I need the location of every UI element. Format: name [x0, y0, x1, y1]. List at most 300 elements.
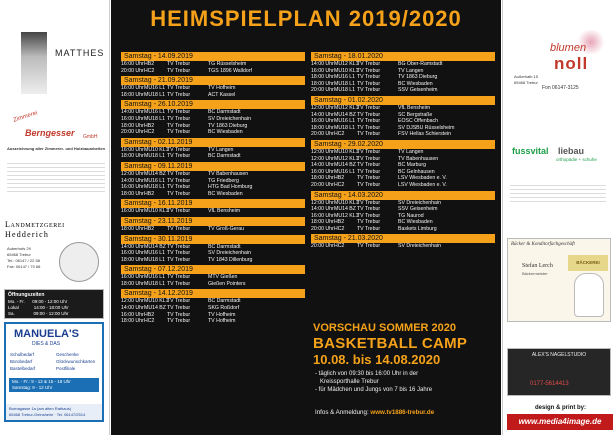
game-team: MU12 KL1 [334, 61, 359, 67]
camp-title: BASKETBALL CAMP [313, 335, 468, 352]
match-day-header: Samstag - 09.11.2019 [121, 162, 305, 171]
game-home: TV Trebur [357, 225, 381, 232]
game-row [121, 129, 305, 136]
game-time: 14:00 Uhr [121, 305, 144, 312]
game-time: 16:00 Uhr [121, 274, 144, 281]
game-row [311, 243, 495, 250]
game-home: TV Trebur [167, 61, 191, 67]
game-row [121, 298, 305, 305]
page-title: HEIMSPIELPLAN 2019/2020 [150, 6, 462, 31]
media4image-link[interactable]: www.media4image.de [507, 414, 613, 430]
game-guest: LSV Wiesbaden e. V. [398, 181, 447, 188]
metzgerei-tel: Tel.: 06147 / 22 58 [7, 258, 40, 263]
game-guest: BC Darmstadt [208, 109, 241, 116]
camp-detail-3: - für Mädchen und Jungs von 7 bis 16 Jahre [315, 387, 433, 393]
game-guest: FSV Hellas Schierstein [398, 131, 452, 138]
game-row [121, 153, 305, 160]
game-team: HC2 [144, 318, 155, 325]
pig-chef-icon [59, 242, 99, 282]
liebau-text-block [510, 182, 606, 204]
metzgerei-address: Auberhofs 29 [7, 246, 31, 251]
game-home: TV Trebur [167, 250, 191, 257]
game-team: MU14 BZ [334, 162, 356, 169]
game-time: 16:00 Uhr [121, 311, 144, 318]
model-portrait [21, 32, 47, 94]
game-team: MU12 KL1 [334, 155, 359, 162]
game-team: MU18 L1 [144, 91, 166, 98]
game-guest: BC Wiesbaden [208, 190, 243, 197]
zimmerei-subtitle: Auszeichnung aller Zimmerer- und Holzbauarbeiten [7, 146, 106, 151]
matthes-ad [3, 28, 107, 98]
game-time: 12:00 Uhr [311, 104, 334, 111]
manuela-hours-box [9, 378, 99, 392]
game-time: 18:00 Uhr [121, 318, 144, 325]
manuela-address-1: Bornagasse 1a (am alten Rathaus) [9, 406, 72, 411]
game-team: MU16 L1 [144, 274, 166, 281]
hours-line-2: Lokal 14:00 - 18:00 Uhr [8, 305, 69, 310]
berngesser-logo: Berngesser [25, 128, 75, 138]
game-home: TV Trebur [167, 311, 191, 318]
game-team: HB2 [144, 311, 155, 318]
game-team: MU12 KL1 [334, 104, 359, 111]
game-guest: TV 1863 Dieburg [398, 74, 438, 81]
game-time: 18:00 Uhr [311, 124, 334, 131]
game-home: TV Trebur [167, 243, 191, 250]
game-home: TV Trebur [167, 146, 191, 153]
manuela-hours-1: Mo. - Fr.: 9 - 12 & 15 - 18 Uhr [12, 379, 71, 384]
game-time: 16:00 Uhr [121, 115, 144, 122]
game-home: TV Trebur [167, 190, 191, 197]
game-home: TV Trebur [357, 111, 381, 118]
game-time: 16:00 Uhr [311, 67, 334, 74]
match-day-header: Samstag - 07.12.2019 [121, 265, 305, 274]
schedule-panel [111, 0, 501, 435]
game-guest: SV Dreieichenhain [398, 199, 441, 206]
game-guest: BC Wiesbaden [398, 219, 433, 226]
game-team: MU10 KL1 [334, 67, 359, 74]
metzgerei-name-1: Landmetzgerei [5, 220, 65, 229]
game-home: TV Trebur [167, 225, 191, 232]
game-row [311, 175, 495, 182]
game-guest: SV Dreieichenhain [208, 115, 251, 122]
game-time: 14:00 Uhr [311, 111, 334, 118]
game-time: 12:00 Uhr [311, 199, 334, 206]
game-home: TV Trebur [357, 67, 381, 74]
match-day-header: Samstag - 30.11.2019 [121, 235, 305, 244]
game-home: TV Trebur [167, 184, 191, 191]
game-team: HB2 [334, 175, 345, 182]
game-row [121, 208, 305, 215]
game-team: HB2 [144, 190, 155, 197]
game-home: TV Trebur [167, 274, 191, 281]
game-time: 18:00 Uhr [121, 190, 144, 197]
game-row [121, 61, 305, 68]
game-time: 12:00 Uhr [311, 148, 334, 155]
gmbh-label: GmbH [83, 134, 98, 140]
info-url-link[interactable]: www.tv1886-trebur.de [370, 409, 435, 416]
game-time: 14:00 Uhr [121, 177, 144, 184]
game-time: 14:00 Uhr [121, 109, 144, 116]
game-team: HC2 [144, 67, 155, 74]
match-day-header: Samstag - 21.03.2020 [311, 234, 495, 243]
manuela-item-4: Geschenke [56, 352, 79, 357]
game-home: TV Trebur [167, 91, 191, 98]
game-row [121, 68, 305, 75]
game-team: MU10 KL1 [144, 208, 169, 215]
game-home: TV Trebur [357, 168, 381, 175]
game-time: 18:00 Uhr [121, 91, 144, 98]
game-home: TV Trebur [357, 118, 381, 125]
game-home: TV Trebur [357, 74, 381, 81]
game-time: 18:00 Uhr [121, 225, 144, 232]
game-team: MU16 L1 [144, 109, 166, 116]
game-home: TV Trebur [357, 206, 381, 213]
game-row [121, 318, 305, 325]
game-home: TV Trebur [357, 131, 381, 138]
game-guest: VfL Bensheim [208, 208, 241, 215]
game-time: 14:00 Uhr [311, 206, 334, 213]
game-guest: BC Darmstadt [208, 298, 241, 305]
game-time: 20:00 Uhr [311, 87, 334, 94]
game-guest: TV Babenhausen [208, 170, 249, 177]
manuela-ad [4, 322, 104, 422]
game-home: TV Trebur [357, 199, 381, 206]
game-home: TV Trebur [357, 162, 381, 169]
game-guest: TG Naurod [398, 212, 424, 219]
game-row [311, 87, 495, 94]
game-row [311, 149, 495, 156]
game-home: TV Trebur [167, 318, 191, 325]
game-row [311, 226, 495, 233]
game-row [311, 200, 495, 207]
game-row [121, 85, 305, 92]
manuela-item-3: Bastelbedarf [10, 366, 36, 371]
game-row [311, 156, 495, 163]
game-home: TV Trebur [357, 87, 381, 94]
game-time: 16:00 Uhr [311, 168, 334, 175]
game-home: TV Trebur [357, 181, 381, 188]
camp-detail-1: - täglich von 09:30 bis 16:00 Uhr in der [315, 371, 419, 377]
game-row [121, 257, 305, 264]
game-guest: TV Hofheim [208, 311, 236, 318]
matthes-logo: MATTHES [55, 48, 105, 58]
hours-line-3: Sa. 09:00 - 12:00 Uhr [8, 311, 69, 316]
game-home: TV Trebur [167, 280, 191, 287]
game-time: 20:00 Uhr [311, 181, 334, 188]
game-team: MU10 KL1 [144, 146, 169, 153]
camp-info-line [315, 409, 501, 416]
game-team: MU16 L1 [144, 85, 166, 92]
game-row [121, 191, 305, 198]
game-row [311, 81, 495, 88]
game-home: TV Trebur [167, 208, 191, 215]
game-home: TV Trebur [167, 85, 191, 92]
game-team: HC2 [334, 181, 345, 188]
game-time: 20:00 Uhr [311, 243, 334, 250]
game-home: TV Trebur [167, 115, 191, 122]
manuela-item-6: Postfiliale [56, 366, 76, 371]
game-home: TV Trebur [357, 61, 381, 67]
game-row [121, 178, 305, 185]
game-time: 18:00 Uhr [121, 280, 144, 287]
game-team: MU18 L1 [334, 87, 356, 94]
game-team: HB2 [144, 61, 155, 67]
match-day-header: Samstag - 14.09.2019 [121, 52, 305, 61]
game-row [311, 213, 495, 220]
game-guest: TV Langen [398, 67, 424, 74]
game-time: 20:00 Uhr [121, 129, 144, 136]
game-row [121, 92, 305, 99]
game-row [121, 109, 305, 116]
game-time: 16:00 Uhr [121, 146, 144, 153]
game-row [311, 61, 495, 68]
game-home: TV Trebur [357, 124, 381, 131]
nagelstudio-ad [507, 348, 611, 396]
game-row [311, 182, 495, 189]
game-team: MU16 L1 [334, 74, 356, 81]
game-guest: TV Groß-Gerau [208, 225, 245, 232]
game-team: MU10 KL1 [334, 148, 359, 155]
game-team: MU12 KL1 [334, 212, 359, 219]
liebau-subtitle: orthopädie + schuhe [556, 157, 597, 162]
fussvital-logo: fussvital [512, 146, 549, 156]
game-team: HC2 [144, 129, 155, 136]
match-day-header: Samstag - 21.09.2019 [121, 76, 305, 85]
game-team: MU10 KL1 [144, 298, 169, 305]
zimmerei-text-block [7, 160, 105, 194]
baeckerei-role: Bäckermeister [522, 271, 548, 276]
game-team: MU16 L1 [334, 118, 356, 125]
game-team: MU18 L1 [144, 280, 166, 287]
game-time: 16:00 Uhr [121, 184, 144, 191]
hours-line-1: Mo. - Fr. 09:00 - 12:00 Uhr [8, 299, 68, 304]
game-time: 16:00 Uhr [311, 212, 334, 219]
game-time: 18:00 Uhr [311, 175, 334, 182]
game-guest: SV Dreieichenhain [398, 243, 441, 250]
game-row [311, 169, 495, 176]
game-guest: BC Marburg [398, 162, 426, 169]
game-team: HB2 [144, 122, 155, 129]
game-time: 16:00 Uhr [121, 250, 144, 257]
game-time: 16:00 Uhr [121, 208, 144, 215]
game-time: 18:00 Uhr [311, 74, 334, 81]
game-home: TV Trebur [167, 67, 191, 74]
game-row [311, 219, 495, 226]
manuela-address-2: 65468 Trebur-Geinsheim · Tel. 06147/2514 [9, 412, 86, 417]
game-home: TV Trebur [357, 219, 381, 226]
game-guest: TV Babenhausen [398, 155, 439, 162]
game-home: TV Trebur [357, 175, 381, 182]
game-team: HC2 [334, 131, 345, 138]
baker-figure-icon [574, 273, 604, 317]
game-time: 20:00 Uhr [311, 131, 334, 138]
blumen-logo: blumen [550, 42, 587, 54]
nagelstudio-title: ALEX'S NAGELSTUDIO [531, 352, 587, 358]
game-guest: TV 1863 Dieburg [208, 122, 248, 129]
game-guest: SKG Roßdorf [208, 305, 240, 312]
game-guest: ACT Kassel [208, 91, 236, 98]
game-guest: BC Wiesbaden [398, 80, 433, 87]
baeckerei-title: Bäcker & Konditorfachgeschäft [511, 242, 575, 247]
blumen-city: 65468 Trebur [514, 80, 538, 85]
game-team: MU14 BZ [144, 243, 166, 250]
game-time: 16:00 Uhr [121, 61, 144, 67]
hours-title: Öffnungszeiten [8, 292, 45, 298]
blumen-ad [506, 28, 612, 98]
game-time: 16:00 Uhr [311, 118, 334, 125]
game-guest: HTG Bad Homburg [208, 184, 253, 191]
zimmerei-label: Zimmerei [12, 110, 39, 124]
baeckerei-sign: BÄCKEREI [568, 255, 608, 271]
game-row [121, 274, 305, 281]
game-guest: MTV Gießen [208, 274, 238, 281]
game-team: MU10 KL1 [334, 199, 359, 206]
game-home: TV Trebur [357, 104, 381, 111]
manuela-address-box [6, 404, 102, 420]
games-area [121, 50, 491, 325]
metzgerei-ad [3, 218, 107, 288]
game-team: MU18 L1 [144, 184, 166, 191]
liebau-ad [506, 130, 612, 210]
metzgerei-city: 65468 Trebur [7, 252, 31, 257]
game-team: MU16 L1 [334, 168, 356, 175]
game-time: 18:00 Uhr [311, 219, 334, 226]
game-guest: TV Langen [208, 146, 234, 153]
game-guest: TGS 1896 Walldorf [208, 67, 252, 74]
game-guest: BC Wiesbaden [208, 129, 243, 136]
game-row [311, 162, 495, 169]
metzgerei-name-2: Hedderich [5, 230, 50, 239]
info-label: Infos & Anmeldung: [315, 409, 369, 416]
game-home: TV Trebur [357, 155, 381, 162]
noll-logo: noll [554, 54, 589, 73]
baeckerei-ad [507, 238, 611, 322]
game-team: MU18 L1 [144, 153, 166, 160]
game-guest: TG Rüsselsheim [208, 61, 247, 67]
game-time: 12:00 Uhr [121, 170, 144, 177]
match-day-header: Samstag - 01.02.2020 [311, 96, 495, 105]
manuela-item-1: Schulbedarf [10, 352, 35, 357]
game-guest: BG Ober-Ramstadt [398, 61, 443, 67]
game-row [121, 147, 305, 154]
game-guest: SC Bergstraße [398, 111, 433, 118]
game-home: TV Trebur [167, 305, 191, 312]
game-time: 18:00 Uhr [121, 256, 144, 263]
game-row [121, 226, 305, 233]
game-time: 12:00 Uhr [121, 298, 144, 305]
game-time: 16:00 Uhr [121, 85, 144, 92]
game-time: 20:00 Uhr [311, 225, 334, 232]
game-guest: EOSC Offenbach [398, 118, 438, 125]
game-guest: TG Friedberg [208, 177, 239, 184]
game-guest: BC Gelnhausen [398, 168, 435, 175]
game-guest: BC Darmstadt [208, 243, 241, 250]
match-day-header: Samstag - 23.11.2019 [121, 217, 305, 226]
game-row [311, 74, 495, 81]
game-home: TV Trebur [357, 80, 381, 87]
game-home: TV Trebur [167, 129, 191, 136]
camp-dates: 10.08. bis 14.08.2020 [313, 352, 441, 367]
game-home: TV Trebur [167, 177, 191, 184]
design-label: design & print by: [535, 405, 586, 411]
game-team: MU18 L1 [334, 124, 356, 131]
game-home: TV Trebur [167, 153, 191, 160]
blumen-fon: Fon 06147-3125 [542, 85, 579, 91]
match-day-header: Samstag - 14.03.2020 [311, 191, 495, 200]
game-guest: SV Dreieichenhain [208, 250, 251, 257]
metzgerei-fax: Fax: 06147 / 70 68 [7, 264, 41, 269]
game-guest: TV 1843 Dillenburg [208, 256, 253, 263]
game-guest: Gießen Pointers [208, 280, 246, 287]
game-row [121, 281, 305, 288]
game-guest: TV Hofheim [208, 318, 236, 325]
game-guest: Baskets Limburg [398, 225, 437, 232]
game-team: HB2 [334, 219, 345, 226]
camp-heading: VORSCHAU SOMMER 2020 [313, 322, 457, 334]
match-day-header: Samstag - 16.11.2019 [121, 199, 305, 208]
game-row [121, 116, 305, 123]
games-column-left [121, 50, 305, 325]
game-guest: LSV Wiesbaden e. V. [398, 175, 447, 182]
game-team: MU14 BZ [334, 111, 356, 118]
liebau-logo: liebau [558, 146, 585, 156]
hours-ad [4, 289, 104, 319]
manuela-item-5: Glückwunschkarten [56, 359, 96, 364]
game-guest: SSV Geisenheim [398, 87, 438, 94]
camp-detail-2: Kreissporthalle Trebur [320, 379, 379, 385]
match-day-header: Samstag - 26.10.2019 [121, 100, 305, 109]
game-home: TV Trebur [167, 298, 191, 305]
manuela-subtitle: DIES & DAS [32, 341, 61, 347]
game-time: 12:00 Uhr [311, 155, 334, 162]
match-day-header: Samstag - 02.11.2019 [121, 138, 305, 147]
game-row [121, 305, 305, 312]
game-team: MU18 L1 [144, 115, 166, 122]
game-row [311, 131, 495, 138]
game-team: HB2 [144, 225, 155, 232]
game-team: MU14 BZ [334, 206, 356, 213]
game-time: 14:00 Uhr [311, 61, 334, 67]
match-day-header: Samstag - 18.01.2020 [311, 52, 495, 61]
game-guest: TV Langen [398, 148, 424, 155]
manuela-logo: MANUELA'S [14, 328, 79, 340]
game-row [311, 112, 495, 119]
game-home: TV Trebur [167, 122, 191, 129]
game-home: TV Trebur [357, 212, 381, 219]
game-team: MU18 L1 [144, 256, 166, 263]
game-row [121, 244, 305, 251]
left-ad-column [0, 0, 110, 435]
baeckerei-owner: Stefan Lerch [522, 263, 553, 269]
game-team: MU14 BZ [144, 170, 166, 177]
manuela-hours-2: Samstag: 9 - 12 Uhr [12, 385, 53, 390]
game-time: 14:00 Uhr [311, 162, 334, 169]
match-day-header: Samstag - 29.02.2020 [311, 140, 495, 149]
game-row [121, 312, 305, 319]
camp-details [315, 370, 495, 394]
game-team: MU14 BZ [144, 305, 166, 312]
game-row [121, 250, 305, 257]
game-row [121, 123, 305, 130]
game-time: 14:00 Uhr [121, 243, 144, 250]
game-team: MU18 L1 [334, 80, 356, 87]
game-guest: VfL Bensheim [398, 104, 431, 111]
game-row [311, 118, 495, 125]
game-row [121, 171, 305, 178]
zimmerei-ad [3, 110, 107, 205]
game-row [121, 184, 305, 191]
game-guest: SSV Geisenheim [398, 206, 438, 213]
